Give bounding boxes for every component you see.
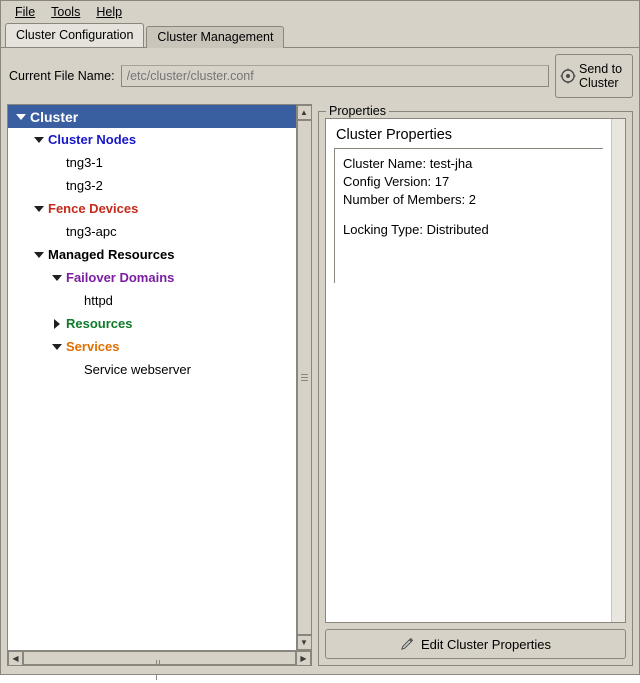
properties-vertical-scrollbar[interactable] [611, 119, 625, 622]
tree-vscroll-grip [301, 374, 308, 382]
tree-item-label: Cluster Nodes [48, 132, 137, 147]
menu-file-label: File [15, 5, 36, 19]
send-to-cluster-label [579, 62, 622, 90]
triangle-right-icon [54, 319, 60, 329]
triangle-down-icon [34, 252, 44, 258]
triangle-down-icon [52, 344, 62, 350]
tree-item-label: httpd [84, 293, 113, 308]
send-to-cluster-line1: Send to [579, 62, 623, 76]
send-to-cluster-button[interactable] [555, 54, 633, 98]
tree-item-label: Cluster [30, 108, 79, 125]
tree-item-label: Services [66, 339, 120, 354]
current-file-row [1, 48, 639, 104]
menu-tools-label: Tools [51, 5, 81, 19]
tab-cluster-management[interactable] [146, 26, 284, 48]
current-file-input[interactable] [121, 65, 549, 87]
tree-item-service-webserver[interactable] [8, 358, 296, 381]
menu-help-label: Help [96, 5, 123, 19]
expander-open-icon[interactable] [30, 206, 48, 212]
tree-item-label: Managed Resources [48, 247, 175, 262]
expander-closed-icon[interactable] [48, 319, 66, 329]
cluster-tree[interactable] [8, 105, 296, 650]
edit-cluster-properties-button[interactable] [325, 629, 626, 659]
expander-open-icon[interactable] [30, 137, 48, 143]
expander-open-icon[interactable] [12, 114, 30, 120]
content-area [1, 47, 639, 674]
tree-item-tng3-apc[interactable] [8, 220, 296, 243]
properties-line: Cluster Name: test-jha [343, 156, 473, 171]
properties-blank-line [343, 209, 489, 221]
window-bottom-strip [1, 666, 639, 674]
tree-item-cluster[interactable] [8, 105, 296, 128]
tree-hscroll-track[interactable] [23, 651, 296, 665]
tree-vscroll-track[interactable] [297, 120, 312, 635]
menu-bar [1, 1, 639, 23]
send-to-cluster-line2: Cluster [579, 76, 619, 90]
tree-item-cluster-nodes[interactable] [8, 128, 296, 151]
triangle-down-icon [34, 137, 44, 143]
properties-content-box [325, 118, 626, 623]
menu-tools[interactable] [43, 3, 88, 21]
edit-cluster-properties-label: Edit Cluster Properties [420, 636, 552, 652]
tab-cluster-configuration[interactable] [5, 23, 144, 47]
properties-line: Number of Members: 2 [343, 192, 476, 207]
tree-item-failover-domains[interactable] [8, 266, 296, 289]
cluster-tree-box [7, 104, 312, 651]
triangle-down-icon [16, 114, 26, 120]
tree-scroll-up-button[interactable]: ▲ [297, 105, 312, 120]
tree-item-tng3-1[interactable] [8, 151, 296, 174]
expander-open-icon[interactable] [30, 252, 48, 258]
tree-item-services[interactable] [8, 335, 296, 358]
send-to-cluster-icon [560, 68, 576, 84]
tab-cluster-management-label: Cluster Management [157, 30, 274, 44]
tree-vscroll-thumb[interactable] [297, 120, 312, 635]
tree-item-label: tng3-1 [66, 155, 103, 170]
tree-item-fence-devices[interactable] [8, 197, 296, 220]
tab-cluster-configuration-label: Cluster Configuration [16, 28, 134, 42]
tree-hscroll-thumb[interactable] [23, 651, 296, 665]
tree-item-tng3-2[interactable] [8, 174, 296, 197]
tree-item-label: Resources [66, 316, 133, 331]
current-file-label: Current File Name: [9, 69, 115, 83]
tree-item-label: Service webserver [84, 362, 191, 377]
tree-scroll-left-button[interactable]: ◀ [8, 651, 23, 666]
tree-vertical-scrollbar[interactable] [296, 105, 311, 650]
tree-item-label: tng3-2 [66, 178, 103, 193]
tree-item-label: Failover Domains [66, 270, 175, 285]
menu-file[interactable] [7, 3, 43, 21]
tree-scroll-right-button[interactable]: ▶ [296, 651, 311, 666]
cluster-tree-panel [7, 104, 312, 666]
properties-panel [318, 104, 633, 666]
menu-help[interactable] [88, 3, 130, 21]
tree-item-resources[interactable] [8, 312, 296, 335]
tree-item-label: Fence Devices [48, 201, 139, 216]
tab-strip [1, 23, 639, 47]
main-split [1, 104, 639, 666]
properties-group-frame [318, 104, 633, 666]
properties-content [326, 119, 611, 622]
tree-horizontal-scrollbar[interactable] [7, 651, 312, 666]
triangle-down-icon [52, 275, 62, 281]
properties-group-title: Properties [326, 104, 389, 118]
tree-item-label: tng3-apc [66, 224, 117, 239]
expander-open-icon[interactable] [48, 344, 66, 350]
properties-heading: Cluster Properties [334, 125, 603, 149]
expander-open-icon[interactable] [48, 275, 66, 281]
triangle-down-icon [34, 206, 44, 212]
properties-line: Locking Type: Distributed [343, 222, 489, 237]
properties-line: Config Version: 17 [343, 174, 450, 189]
tree-item-httpd[interactable] [8, 289, 296, 312]
tree-scroll-down-button[interactable]: ▼ [297, 635, 312, 650]
tree-hscroll-grip [156, 655, 164, 661]
tree-item-managed-resources[interactable] [8, 243, 296, 266]
pencil-icon [400, 637, 415, 652]
properties-lines [334, 149, 489, 283]
